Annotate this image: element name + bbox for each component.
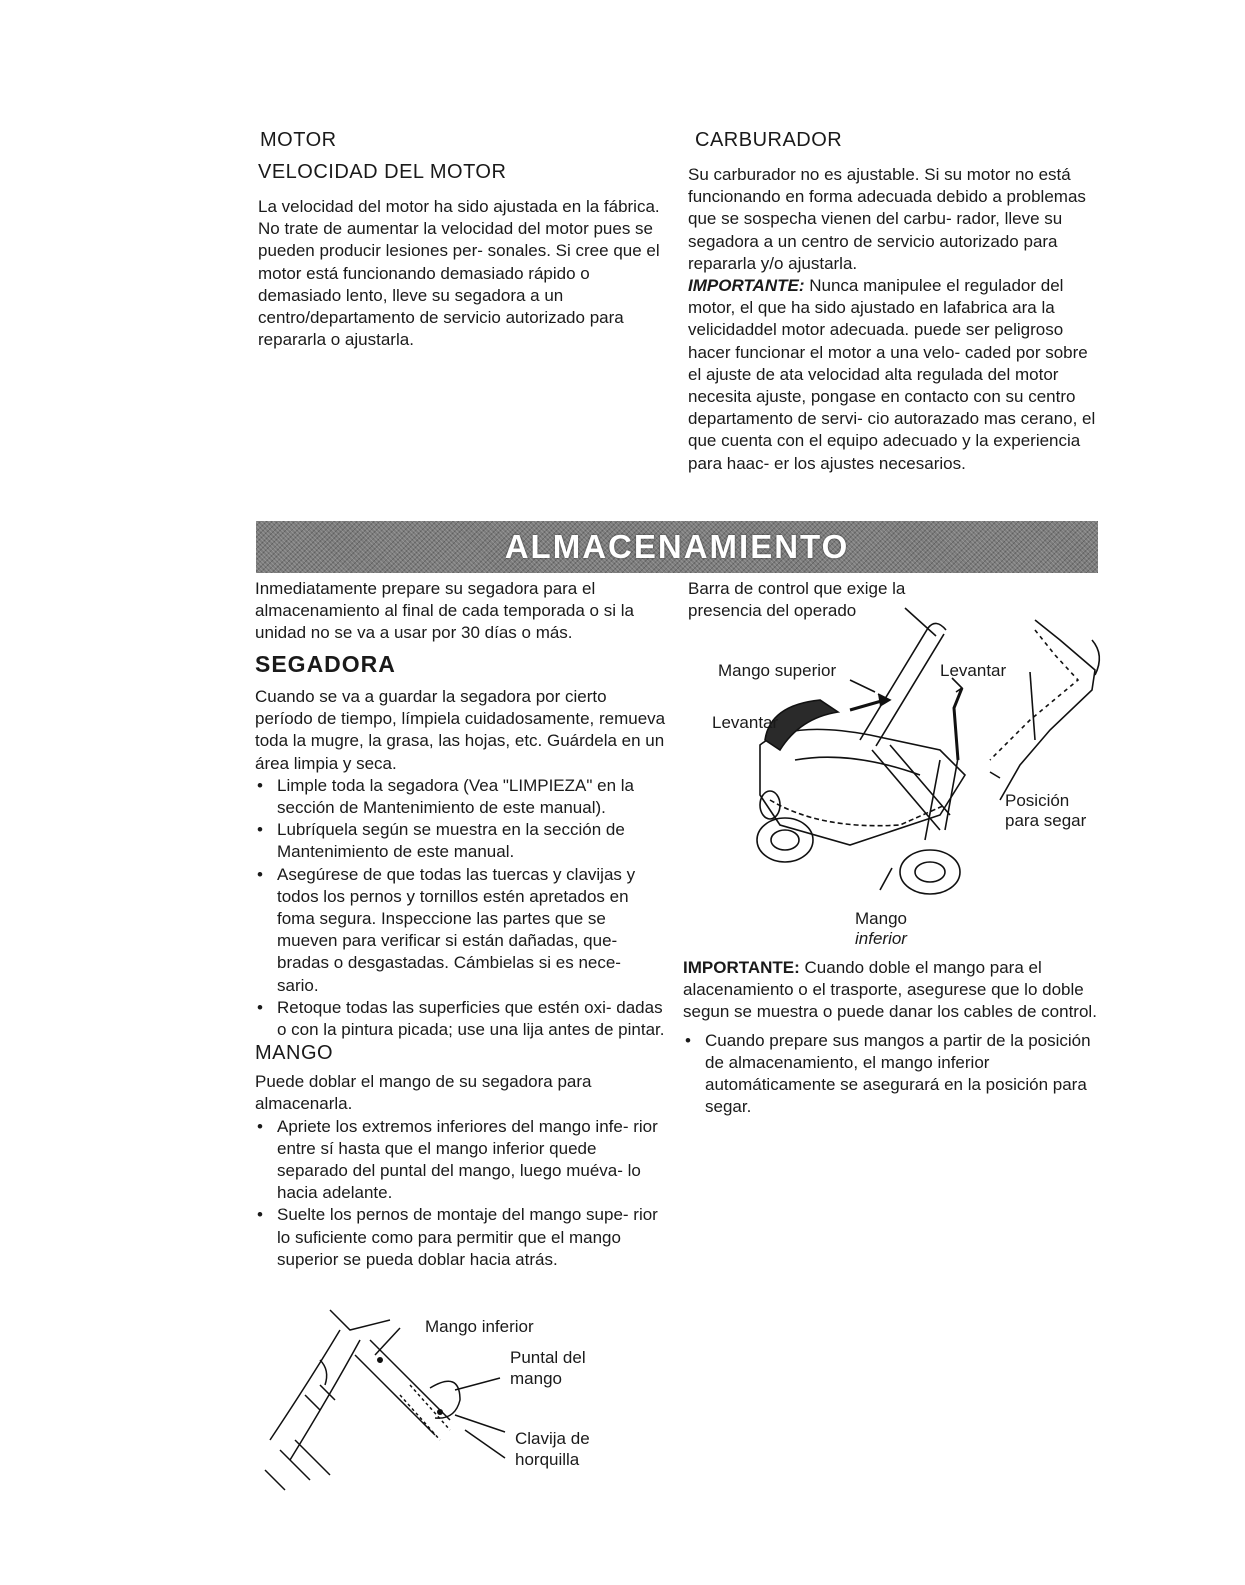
label-strut-line1: Puntal del bbox=[510, 1348, 586, 1367]
segadora-text: Cuando se va a guardar la segadora por cierto período de tiempo, límpiela cuidadosamente, remueva toda la mugre, la grasa, las hojas, etc. Guárdela en un área limpia y seca. bbox=[255, 687, 666, 773]
motor-speed-subtitle: VELOCIDAD DEL MOTOR bbox=[258, 161, 507, 183]
label-lower-handle: Mango inferior bbox=[425, 1317, 534, 1336]
list-item: • Retoque todas las superficies que estén oxi- dadas o con la pintura picada; use una lija antes de pintar. bbox=[255, 997, 667, 1041]
label-lift-left: Levantar bbox=[712, 713, 779, 732]
carburador-title: CARBURADOR bbox=[695, 129, 843, 151]
segadora-bullet-list bbox=[255, 775, 667, 1041]
mango-title: MANGO bbox=[255, 1042, 334, 1065]
label-lift-right: Levantar bbox=[940, 661, 1007, 680]
label-position-line1: Posición bbox=[1005, 791, 1070, 810]
list-item: • Cuando prepare sus mangos a partir de la posición de almacenamiento, el mango inferior automáticamente se asegurará en la posición para segar. bbox=[683, 1030, 1098, 1119]
storage-banner-title: ALMACENAMIENTO bbox=[504, 528, 850, 565]
segadora-title: SEGADORA bbox=[255, 651, 396, 677]
carburador-text: Su carburador no es ajustable. Si su motor no está funcionando en forma adecuada debido a problemas que se sospecha vienen del carbu- rador, lleve su segadora a un centro de servicio autorizado para repararla y/o ajustarla. bbox=[688, 165, 1086, 273]
right-important-label: IMPORTANTE: bbox=[683, 958, 800, 977]
carburador-important-text: Nunca manipulee el regulador del motor, el que ha sido ajustado en lafabrica ara la velicidaddel motor adecuada. puede ser peligroso hacer funcionar el motor a una velo- caded por sobre el ajuste de ata velocidad alta regulada del motor necesita ajuste, pongase en contacto con su centro departamento de servi- cio autorazado mas cerano, el que cuenta con el equipo adecuado y la experiencia para haac- er los ajustes necesarios. bbox=[688, 276, 1096, 473]
label-upper-handle: Mango superior bbox=[718, 661, 837, 680]
right-notes bbox=[683, 957, 1098, 1118]
motor-title: MOTOR bbox=[260, 129, 337, 151]
motor-speed-text: La velocidad del motor ha sido ajustada en la fábrica. No trate de aumentar la velocidad del motor pues se pueden producir lesiones per- sonales. Si cree que el motor está funcionando demasiado rápido o demasiado lento, lleve su segadora a un centro/departamento de servicio autorizado para repararla o ajustarla. bbox=[258, 197, 660, 350]
right-important bbox=[683, 957, 1098, 1024]
label-pin-line2: horquilla bbox=[515, 1450, 580, 1469]
label-lower-handle-line2: inferior bbox=[855, 929, 907, 948]
label-strut-line2: mango bbox=[510, 1369, 562, 1388]
right-important-text: Cuando doble el mango para el alacenamiento o el trasporte, asegurese que lo doble segun se muestra o puede danar los cables de control. bbox=[683, 958, 1097, 1022]
list-item: • Asegúrese de que todas las tuercas y clavijas y todos los pernos y tornillos estén apretados en foma segura. Inspeccione las partes que se mueven para verificar si están dañadas, que- bradas o desgastadas. Cámbielas si es nece- sario. bbox=[255, 864, 667, 997]
right-bullet-list bbox=[683, 1030, 1098, 1119]
storage-intro: Inmediatamente prepare su segadora para el almacenamiento al final de cada temporada o si la unidad no se va a usar por 30 días o más. bbox=[255, 579, 634, 643]
mango-text: Puede doblar el mango de su segadora para almacenarla. bbox=[255, 1072, 592, 1114]
list-item: • Limple toda la segadora (Vea "LIMPIEZA" en la sección de Mantenimiento de este manual). bbox=[255, 775, 667, 819]
label-pin-line1: Clavija de bbox=[515, 1429, 590, 1448]
mango-bullet-list bbox=[255, 1116, 667, 1271]
label-lower-handle-line1: Mango bbox=[855, 909, 907, 928]
carburador-body bbox=[688, 164, 1100, 475]
label-position-line2: para segar bbox=[1005, 811, 1087, 830]
label-control-bar: Barra de control que exige la presencia del operado bbox=[688, 579, 906, 621]
carburador-important bbox=[688, 275, 1100, 475]
list-item: • Lubríquela según se muestra en la sección de Mantenimiento de este manual. bbox=[255, 819, 667, 863]
mower-illustration bbox=[700, 600, 1120, 930]
list-item: • Apriete los extremos inferiores del mango infe- rior entre sí hasta que el mango inferior quede separado del puntal del mango, luego muéva- lo hacia adelante. bbox=[255, 1116, 667, 1205]
list-item: • Suelte los pernos de montaje del mango supe- rior lo suficiente como para permitir que el mango superior se pueda doblar hacia atrás. bbox=[255, 1204, 667, 1271]
segadora-section bbox=[255, 686, 667, 1271]
storage-banner bbox=[256, 521, 1098, 573]
carburador-important-label: IMPORTANTE: bbox=[688, 276, 805, 296]
